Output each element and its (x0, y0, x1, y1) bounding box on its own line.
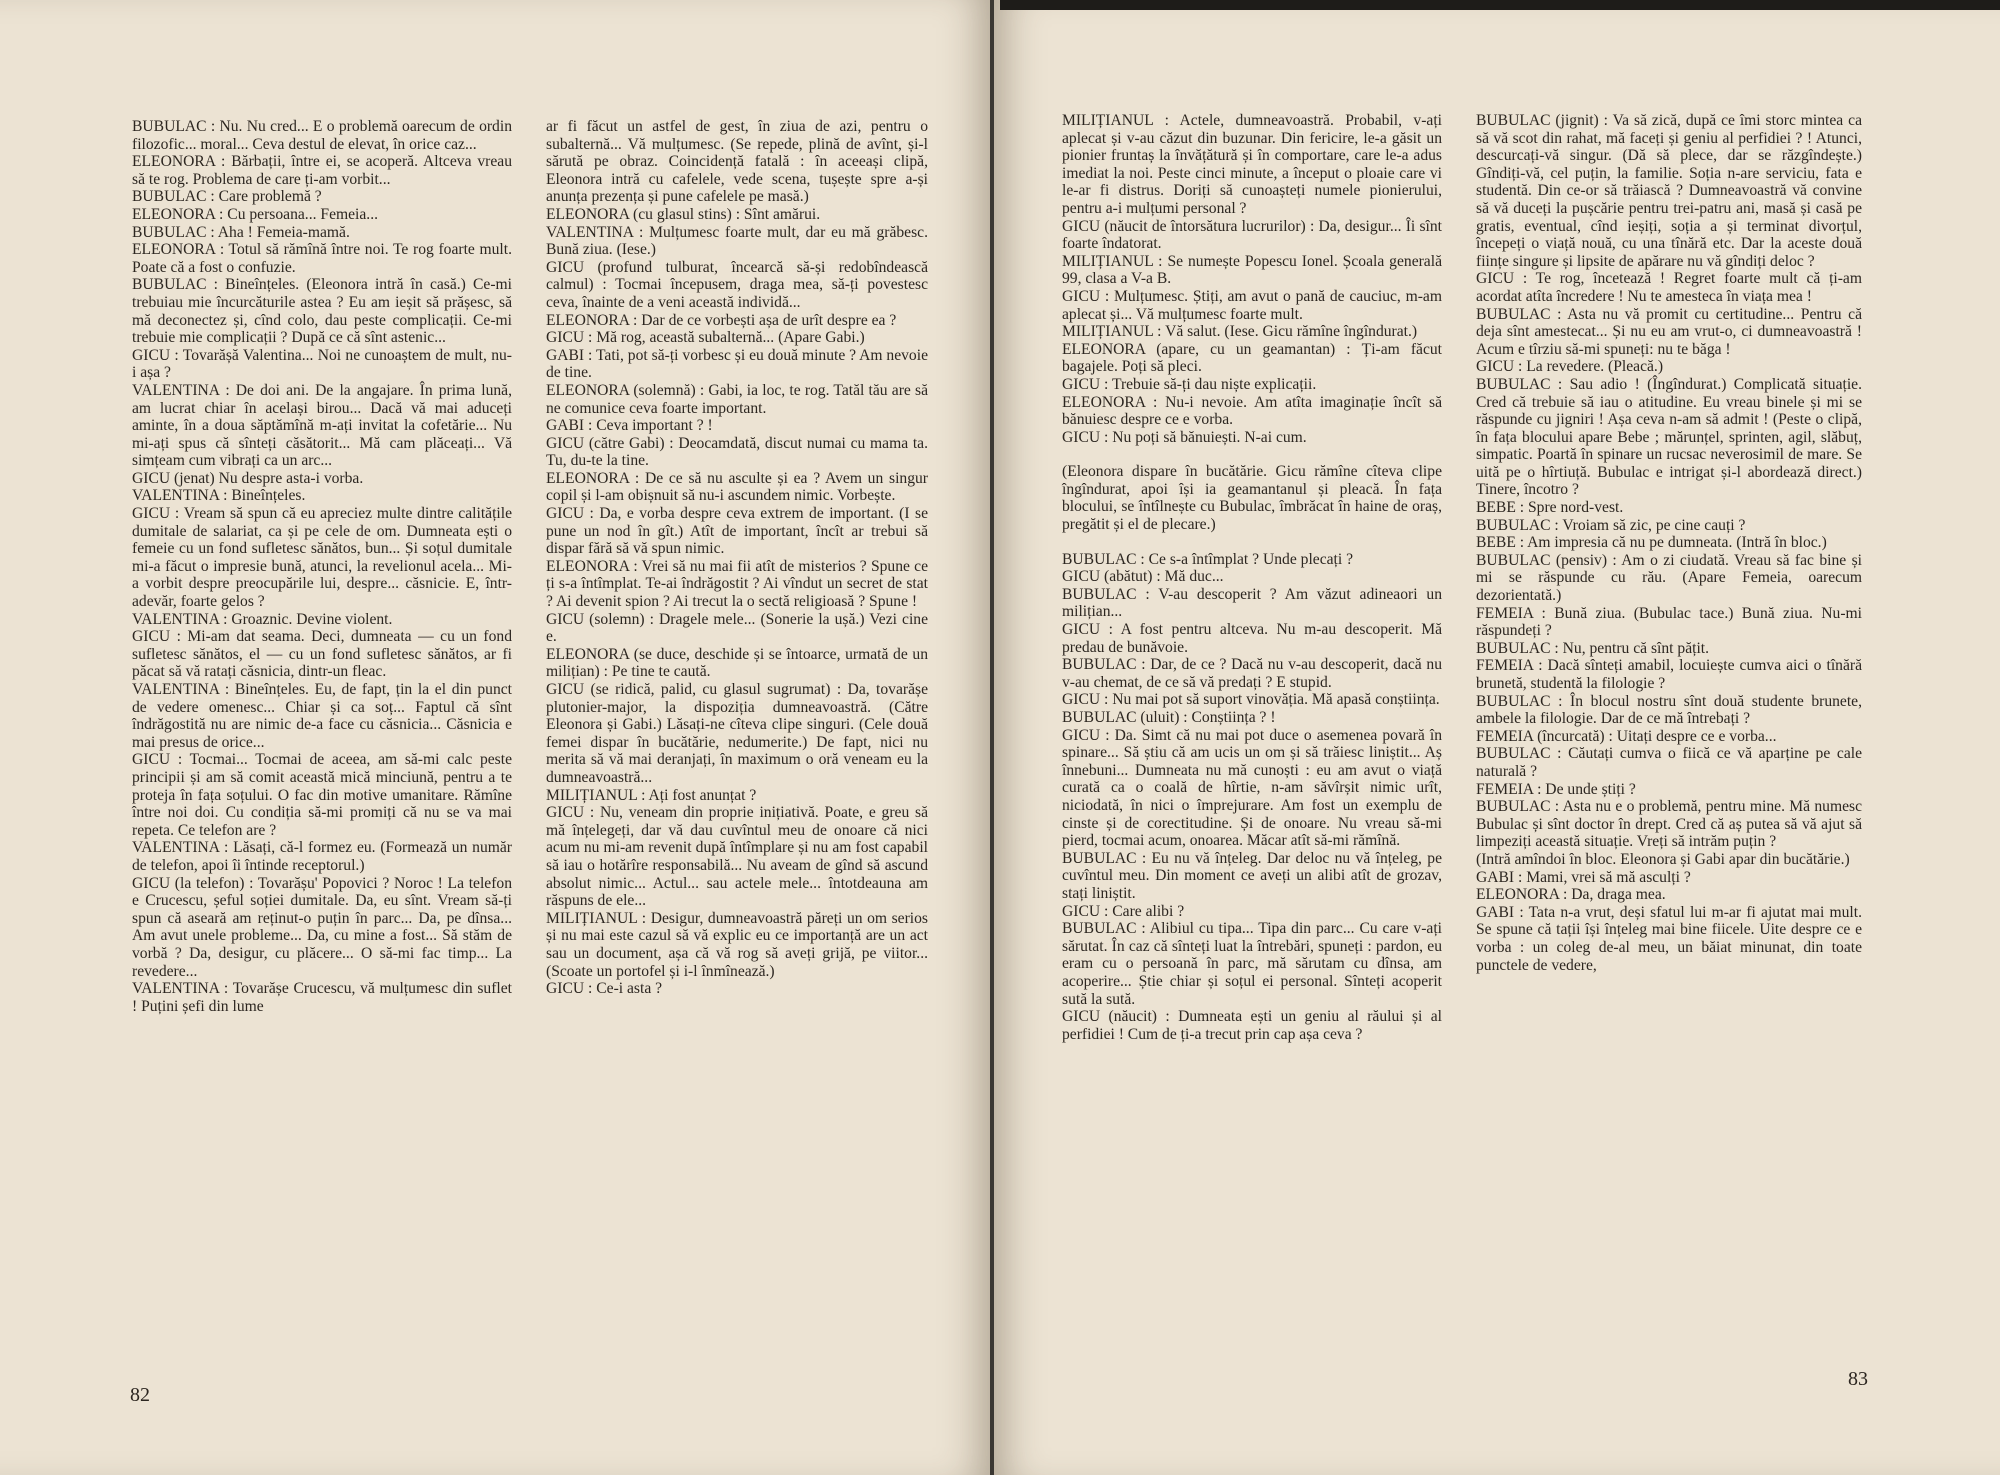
dialogue-paragraph: ELEONORA : Cu persoana... Femeia... (132, 205, 378, 223)
dialogue-paragraph: GICU : Nu mai pot să suport vinovăția. Mă apasă conștiința. (1062, 691, 1440, 709)
dialogue-paragraph: VALENTINA : Groaznic. Devine violent. (132, 610, 393, 628)
dialogue-paragraph: GICU (se ridică, palid, cu glasul sugrumat) : Da, tovarășe plutonier-major, la dispoziția dumneavoastră. (Către Eleonora și Gabi.) Lăsați-ne cîteva clipe singuri. (Cele două femei dispar în bucătărie, nedumerite.) De fapt, nici nu merita să vă mai deranjați, în maximum o oră veneam eu la dumneavoastră... (546, 681, 928, 786)
dialogue-paragraph: VALENTINA : Mulțumesc foarte mult, dar eu mă grăbesc. Bună ziua. (Iese.) (546, 223, 928, 259)
page-number-left: 82 (130, 1384, 150, 1406)
dialogue-paragraph: GICU : Da. Simt că nu mai pot duce o asemenea povară în spinare... Să știu că am ucis un om și să trăiesc liniștit... Aș înnebuni... Dumneata nu mă cunoști : eu am avut o viață curată ca o coală de hîrtie, n-am săvîrșit nimic urît, niciodată, în nici o împrejurare. Am fost un exemplu de cinste și de corectitudine. Și de onoare. Nu vreau să-mi pierd, tocmai acum, onoarea. Măcar atît să-mi rămînă. (1062, 726, 1442, 850)
dialogue-paragraph: MILIȚIANUL : Desigur, dumneavoastră păreți un om serios și nu mai este cazul să vă explic eu ce importanță are un act sau un document, așa că vă rog să aveți grijă, pe viitor... (Scoate un portofel și i-l înmînează.) (546, 909, 928, 980)
dialogue-paragraph: MILIȚIANUL : Actele, dumneavoastră. Probabil, v-ați aplecat și v-au căzut din buzunar. Din fericire, le-a găsit un pionier fruntaș la învățătură și în comportare, care le-a adus imediat la noi. Peste cinci minute, a început o ploaie care vi le-ar fi distrus. Doriți să cunoașteți numele pionierului, pentru a-i mulțumi personal ? (1062, 112, 1442, 217)
dialogue-paragraph: ELEONORA : Bărbații, între ei, se acoperă. Altceva vreau să te rog. Problema de care ți-am vorbit... (132, 153, 512, 188)
dialogue-paragraph: GICU : Nu poți să bănuiești. N-ai cum. (1062, 428, 1307, 446)
dialogue-paragraph: ar fi făcut un astfel de gest, în ziua de azi, pentru o subalternă... Vă mulțumesc. (Se repede, plină de avînt, și-l sărută pe obraz. Coincidență fatală : în aceeași clipă, Eleonora intră cu cafelele, vede scena, tușește spre a-și anunța prezența și pune cafelele pe masă.) (546, 118, 928, 206)
dialogue-paragraph: GICU : Tovarășă Valentina... Noi ne cunoaștem de mult, nu-i așa ? (132, 346, 512, 382)
dialogue-paragraph: GICU : Mă rog, această subalternă... (Apare Gabi.) (546, 329, 865, 347)
dialogue-paragraph: BUBULAC : Asta nu e o problemă, pentru mine. Mă numesc Bubulac și sînt doctor în drept. Cred că aș putea să vă ajut să limpeziți această situație. Vreți să intrăm puțin ? (1476, 798, 1862, 851)
dialogue-paragraph: MILIȚIANUL : Vă salut. (Iese. Gicu rămîne îngîndurat.) (1062, 323, 1418, 341)
dialogue-paragraph: VALENTINA : De doi ani. De la angajare. În prima lună, am lucrat chiar în același birou... Dacă vă mai aduceți aminte, în a doua săptămînă m-ați invitat la cofetărie... Nu mi-ați spus că sînteți căsătorit... Mă cam plăceați... Vă simțeam cum vibrați ca un arc... (132, 381, 512, 470)
dialogue-paragraph: GABI : Mami, vrei să mă asculți ? (1476, 868, 1691, 886)
dialogue-paragraph: GICU : Nu, veneam din proprie inițiativă. Poate, e greu să mă înțelegeți, dar vă dau cuvîntul meu de onoare că nici acum nu mi-am revenit după întîmplare și nu am fost capabil să iau o hotărîre responsabilă... Nu aveam de gînd să ascund absolut nimic... Actul... sau actele mele... întotdeauna am răspuns de ele... (546, 804, 928, 910)
dialogue-paragraph: BUBULAC (uluit) : Conștiința ? ! (1062, 709, 1276, 726)
dialogue-paragraph: ELEONORA : De ce să nu asculte și ea ? Avem un singur copil și l-am obișnuit să nu-i ascundem nimic. Vorbește. (546, 469, 928, 505)
right-column-1 (1062, 112, 1442, 1043)
dialogue-paragraph: GICU (abătut) : Mă duc... (1062, 568, 1224, 586)
dialogue-paragraph: GABI : Tati, pot să-ți vorbesc și eu două minute ? Am nevoie de tine. (546, 346, 928, 382)
dialogue-paragraph: GICU (năucit de întorsătura lucrurilor) : Da, desigur... Îi sînt foarte îndatorat. (1062, 217, 1442, 253)
dialogue-paragraph: BUBULAC : V-au descoperit ? Am văzut adineaori un milițian... (1062, 585, 1442, 621)
dialogue-paragraph: GICU : Tocmai... Tocmai de aceea, am să-mi calc peste principii și am să comit această mică minciună, pentru a te proteja în fața soțului. O fac din motive umanitare. Rămîne între noi doi. Cu condiția să-mi promiți că nu se va mai repeta. Ce telefon are ? (132, 751, 512, 839)
dialogue-paragraph: VALENTINA : Bineînțeles. Eu, de fapt, țin la el din punct de vedere omenesc... Chiar și ca soț... Faptul că sînt îndrăgostită nu are nimic de-a face cu căsnicia... Căsnicia e mai presus de orice... (132, 681, 512, 751)
dialogue-paragraph: GICU (solemn) : Dragele mele... (Sonerie la ușă.) Vezi cine e. (546, 610, 928, 646)
dialogue-paragraph: FEMEIA : Bună ziua. (Bubulac tace.) Bună ziua. Nu-mi răspundeți ? (1476, 604, 1862, 640)
dialogue-paragraph: BUBULAC : Bineînțeles. (Eleonora intră în casă.) Ce-mi trebuiau mie încurcăturile astea ? Eu am ieșit să prășesc, să mă deconectez și, cînd colo, dau peste complicații. Ce-mi trebuie mie complicații ? După ce că sînt astenic... (132, 276, 512, 347)
dialogue-paragraph: BUBULAC : Eu nu vă înțeleg. Dar deloc nu vă înțeleg, pe cuvîntul meu. Din moment ce aveți un alibi atît de grozav, stați liniștit. (1062, 849, 1442, 902)
dialogue-paragraph: GABI : Tata n-a vrut, deși sfatul lui m-ar fi ajutat mai mult. Se spune că tații își înțeleg mai bine fiicele. Uite despre ce e vorba : un coleg de-al meu, un băiat minunat, din toate punctele de vedere, (1476, 903, 1862, 974)
dialogue-paragraph: BUBULAC : Căutați cumva o fiică ce vă aparține pe cale naturală ? (1476, 745, 1862, 780)
book-cover-edge (1000, 0, 2000, 10)
dialogue-paragraph: MILIȚIANUL : Ați fost anunțat ? (546, 786, 757, 804)
left-column-1 (132, 118, 512, 1015)
dialogue-paragraph: BEBE : Am impresia că nu pe dumneata. (Intră în bloc.) (1476, 534, 1827, 552)
dialogue-paragraph: ELEONORA : Da, draga mea. (1476, 886, 1666, 904)
dialogue-paragraph: ELEONORA : Nu-i nevoie. Am atîta imaginație încît să bănuiesc despre ce e vorba. (1062, 393, 1442, 429)
dialogue-paragraph: GICU (jenat) Nu despre asta-i vorba. (132, 469, 364, 487)
dialogue-paragraph: GICU : Mi-am dat seama. Deci, dumneata — cu un fond sufletesc sănătos, el — cu un fond sufletesc sănătos, ar fi păcat să vă ratați căsnicia, dintr-un fleac. (132, 628, 512, 681)
page-number-right: 83 (1848, 1368, 1868, 1390)
left-column-2 (546, 118, 928, 998)
dialogue-paragraph: GICU (la telefon) : Tovarășu' Popovici ? Noroc ! La telefon e Crucescu, șeful soției dumitale. Da, eu sînt. Vream să-ți spun că aseară am reținut-o puțin în parc... Da, pe dînsa... Am avut unele probleme... Da, cu mine a fost... Să stăm de vorbă ? Da, desigur, cu plăcere... O să-mi fac timp... La revedere... (132, 874, 512, 980)
dialogue-paragraph: GICU : Mulțumesc. Știți, am avut o pană de cauciuc, m-am aplecat și... Vă mulțumesc foarte mult. (1062, 287, 1442, 323)
dialogue-paragraph: ELEONORA : Vrei să nu mai fii atît de misterios ? Spune ce ți s-a întîmplat. Te-ai îndrăgostit ? Ai vîndut un secret de stat ? Ai devenit spion ? Ai trecut la o sectă religioasă ? Spune ! (546, 557, 928, 611)
dialogue-paragraph: GICU : Te rog, încetează ! Regret foarte mult că ți-am acordat atîta încredere ! Nu te amesteca în viața mea ! (1476, 270, 1862, 305)
dialogue-paragraph: BUBULAC (jignit) : Va să zică, după ce îmi storc mintea ca să vă scot din rahat, mă faceți și geniu al perfidiei ? ! Atunci, descurcați-vă singur. (Dă să plece, dar se răzgîndește.) Gîndiți-vă, cel puțin, la familie. Soția n-are serviciu, fata e studentă. Din ce-or să trăiască ? Dumneavoastră vă convine să vă duceți la pușcărie pentru trei-patru ani, masă și casă pe gratis, eventual, cînd ieșiți, soția a și terminat divorțul, începeți o viață nouă, cu una tînără etc. Dar la aceste două ființe singure și lipsite de apărare nu vă gîndiți deloc ? (1476, 112, 1862, 270)
dialogue-paragraph: BUBULAC : Care problemă ? (132, 188, 322, 206)
paragraph-spacer (1062, 446, 1442, 463)
right-page (994, 0, 2000, 1475)
paragraph-spacer (1062, 534, 1442, 551)
dialogue-paragraph: GICU : A fost pentru altceva. Nu m-au descoperit. Mă predau de bunăvoie. (1062, 621, 1442, 656)
dialogue-paragraph: ELEONORA : Totul să rămînă între noi. Te rog foarte mult. Poate că a fost o confuzie. (132, 241, 512, 276)
left-page (0, 0, 990, 1475)
dialogue-paragraph: GICU : Trebuie să-ți dau niște explicații. (1062, 375, 1317, 393)
dialogue-paragraph: FEMEIA : De unde știți ? (1476, 780, 1636, 798)
dialogue-paragraph: GICU : Da, e vorba despre ceva extrem de important. (I se pune un nod în gît.) Atît de important, încît ar trebui să dispar fără să vă spun nimic. (546, 505, 928, 558)
dialogue-paragraph: GICU : Ce-i asta ? (546, 980, 663, 998)
dialogue-paragraph: BUBULAC : Ce s-a întîmplat ? Unde plecați ? (1062, 550, 1354, 568)
dialogue-paragraph: FEMEIA (încurcată) : Uitați despre ce e vorba... (1476, 727, 1777, 745)
dialogue-paragraph: BUBULAC : Nu. Nu cred... E o problemă oarecum de ordin filozofic... moral... Ceva destul de elevat, în orice caz... (132, 118, 512, 153)
dialogue-paragraph: ELEONORA (se duce, deschide și se întoarce, urmată de un milițian) : Pe tine te caută. (546, 645, 928, 681)
dialogue-paragraph: ELEONORA (cu glasul stins) : Sînt amărui. (546, 205, 821, 223)
dialogue-paragraph: ELEONORA (solemnă) : Gabi, ia loc, te rog. Tatăl tău are să ne comunice ceva foarte important. (546, 381, 928, 417)
right-column-2 (1476, 112, 1862, 974)
dialogue-paragraph: GICU (profund tulburat, încearcă să-și redobîndească calmul) : Tocmai începusem, draga mea, să-ți povestesc ceva, înainte de a veni această individă... (546, 258, 928, 311)
dialogue-paragraph: BEBE : Spre nord-vest. (1476, 499, 1624, 517)
dialogue-paragraph: GICU : Care alibi ? (1062, 902, 1185, 920)
dialogue-paragraph: BUBULAC : În blocul nostru sînt două studente brunete, ambele la filologie. Dar de ce mă întrebați ? (1476, 692, 1862, 728)
dialogue-paragraph: FEMEIA : Dacă sînteți amabil, locuiește cumva aici o tînără brunetă, studentă la filologie ? (1476, 657, 1862, 692)
dialogue-paragraph: MILIȚIANUL : Se numește Popescu Ionel. Școala generală 99, clasa a V-a B. (1062, 252, 1442, 288)
dialogue-paragraph: VALENTINA : Bineînțeles. (132, 487, 306, 505)
dialogue-paragraph: ELEONORA (apare, cu un geamantan) : Ți-am făcut bagajele. Poți să pleci. (1062, 340, 1442, 376)
dialogue-paragraph: BUBULAC : Sau adio ! (Îngîndurat.) Complicată situație. Cred că trebuie să iau o atitudine. Eu vreau binele și mi se răspunde cu jigniri ! Așa ceva n-am să admit ! (Peste o clipă, în fața blocului apare Bebe ; mărunțel, sprinten, agil, slăbuț, simpatic. Poartă în spinare un rucsac neverosimil de mare. Se uită pe o hîrtiuță. Bubulac e intrigat și-l abordează direct.) Tinere, încotro ? (1476, 375, 1862, 499)
dialogue-paragraph: BUBULAC : Aha ! Femeia-mamă. (132, 223, 350, 241)
dialogue-paragraph: BUBULAC : Asta nu vă promit cu certitudine... Pentru că deja sînt amestecat... Și nu eu am vrut-o, ci dumneavoastră ! Acum e tîrziu să-mi spuneți: nu te băga ! (1476, 305, 1862, 358)
dialogue-paragraph: BUBULAC : Dar, de ce ? Dacă nu v-au descoperit, dacă nu v-au chemat, de ce să vă predați ? E stupid. (1062, 656, 1442, 691)
dialogue-paragraph: BUBULAC (pensiv) : Am o zi ciudată. Vreau să fac bine și mi se răspunde cu rău. (Apare Femeia, oarecum dezorientată.) (1476, 551, 1862, 605)
dialogue-paragraph: GABI : Ceva important ? ! (546, 417, 713, 435)
dialogue-paragraph: GICU : La revedere. (Pleacă.) (1476, 358, 1664, 376)
dialogue-paragraph: BUBULAC : Vroiam să zic, pe cine cauți ? (1476, 516, 1746, 534)
dialogue-paragraph: VALENTINA : Lăsați, că-l formez eu. (Formează un număr de telefon, apoi îi întinde receptorul.) (132, 839, 512, 874)
dialogue-paragraph: GICU : Vream să spun că eu apreciez multe dintre calitățile dumitale de salariat, ca și pe cele de om. Dumneata ești o femeie cu un fond sufletesc sănătos, bun... Și soțul dumitale mi-a făcut o impresie bună, atunci, la revelionul acela... Mi-a vorbit despre preocupările lui, despre... căsnicie. E, într-adevăr, foarte gelos ? (132, 505, 512, 611)
dialogue-paragraph: VALENTINA : Tovarășe Crucescu, vă mulțumesc din suflet ! Puțini șefi din lume (132, 980, 512, 1015)
dialogue-paragraph: ELEONORA : Dar de ce vorbești așa de urît despre ea ? (546, 311, 897, 329)
dialogue-paragraph: BUBULAC : Alibiul cu tipa... Tipa din parc... Cu care v-ați sărutat. În caz că sînteți luat la întrebări, spuneți : pardon, eu eram cu o persoană în parc, mă sărutam cu dînsa, am acoperire... Știe chiar și soțul ei personal. Sînteți acoperit sută la sută. (1062, 920, 1442, 1008)
dialogue-paragraph: (Eleonora dispare în bucătărie. Gicu rămîne cîteva clipe îngîndurat, apoi își ia geamantanul și pleacă. În fața blocului, se întîlnește cu Bubulac, îmbrăcat în haine de oraș, pregătit și el de plecare.) (1062, 463, 1442, 534)
dialogue-paragraph: (Intră amîndoi în bloc. Eleonora și Gabi apar din bucătărie.) (1476, 850, 1850, 868)
dialogue-paragraph: GICU (către Gabi) : Deocamdată, discut numai cu mama ta. Tu, du-te la tine. (546, 434, 928, 470)
dialogue-paragraph: BUBULAC : Nu, pentru că sînt pățit. (1476, 639, 1710, 657)
dialogue-paragraph: GICU (năucit) : Dumneata ești un geniu al răului și al perfidiei ! Cum de ți-a trecut prin cap așa ceva ? (1062, 1008, 1442, 1043)
